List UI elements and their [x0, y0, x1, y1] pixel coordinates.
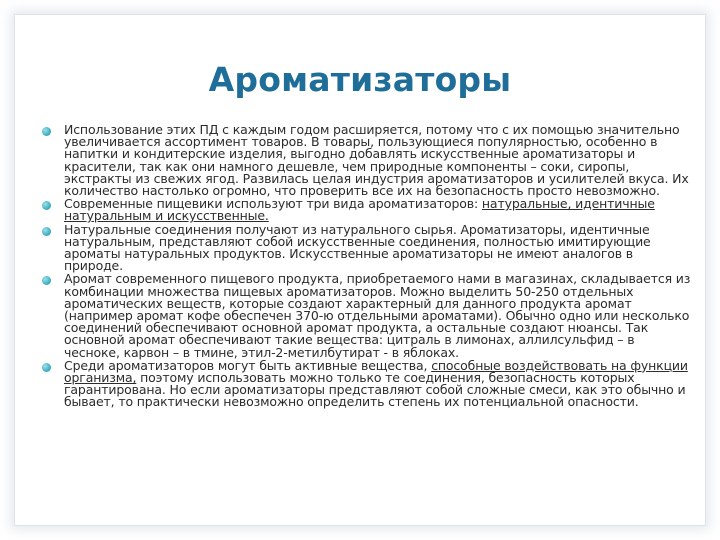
slide-title: Ароматизаторы	[208, 60, 512, 99]
bullet-dot-icon	[42, 276, 51, 285]
underlined-text: натуральные, идентичные натуральным и искусственные.	[64, 196, 655, 224]
bullet-dot-icon	[42, 201, 51, 210]
underlined-text: способные воздействовать на функции организма,	[64, 357, 688, 386]
bullet-item	[42, 124, 692, 197]
bullet-dot-icon	[42, 227, 51, 236]
bullet-dot-icon	[42, 127, 51, 136]
bullet-list	[42, 124, 692, 410]
bullet-text: поэтому использовать можно только те соединения, безопасность которых гарантирована. Но если ароматизаторы представляют собой сложные смеси, как это обычно и бывает, то практически невозможно определить степень их потенциальной опасности.	[64, 370, 686, 410]
bullet-dot-icon	[42, 363, 51, 372]
bullet-text: Среди ароматизаторов могут быть активные вещества,	[64, 357, 432, 373]
bullet-text: Современные пищевики используют три вида ароматизаторов:	[64, 196, 482, 212]
bullet-text: Аромат современного пищевого продукта, приобретаемого нами в магазинах, складывается из комбинации множества пищевых ароматизаторов. Можно выделить 50-250 отдельных ароматических веществ, которые создают характерный для данного продукта аромат (например аромат кофе обеспечен 370-ю отдельными ароматами). Обычно одно или несколько соединений обеспечивают основной аромат продукта, а остальные создают нюансы. Так основной аромат обеспечивают такие вещества: цитраль в лимонах, аллилсульфид – в чесноке, карвон – в тмине, этил-2-метилбутират - в яблоках.	[64, 271, 691, 360]
bullet-item	[42, 357, 692, 410]
bullet-item	[42, 198, 692, 222]
bullet-text: Натуральные соединения получают из натурального сырья. Ароматизаторы, идентичные натуральным, представляют собой искусственные соединения, полностью имитирующие ароматы натуральных продуктов. Искусственные ароматизаторы не имеют аналогов в природе.	[64, 221, 651, 274]
bullet-text: Использование этих ПД с каждым годом расширяется, потому что с их помощью значительно увеличивается ассортимент товаров. В товары, пользующиеся популярностью, особенно в напитки и кондитерские изделия, выгодно добавлять искусственные ароматизаторы и красители, так как они намного дешевле, чем природные компоненты – соки, сиропы, экстракты из свежих ягод. Развилась целая индустрия ароматизаторов и усилителей вкуса. Их количество настолько огромно, что проверить все их на безопасность просто невозможно.	[64, 122, 689, 199]
bullet-item	[42, 273, 692, 358]
bullet-item	[42, 221, 692, 274]
